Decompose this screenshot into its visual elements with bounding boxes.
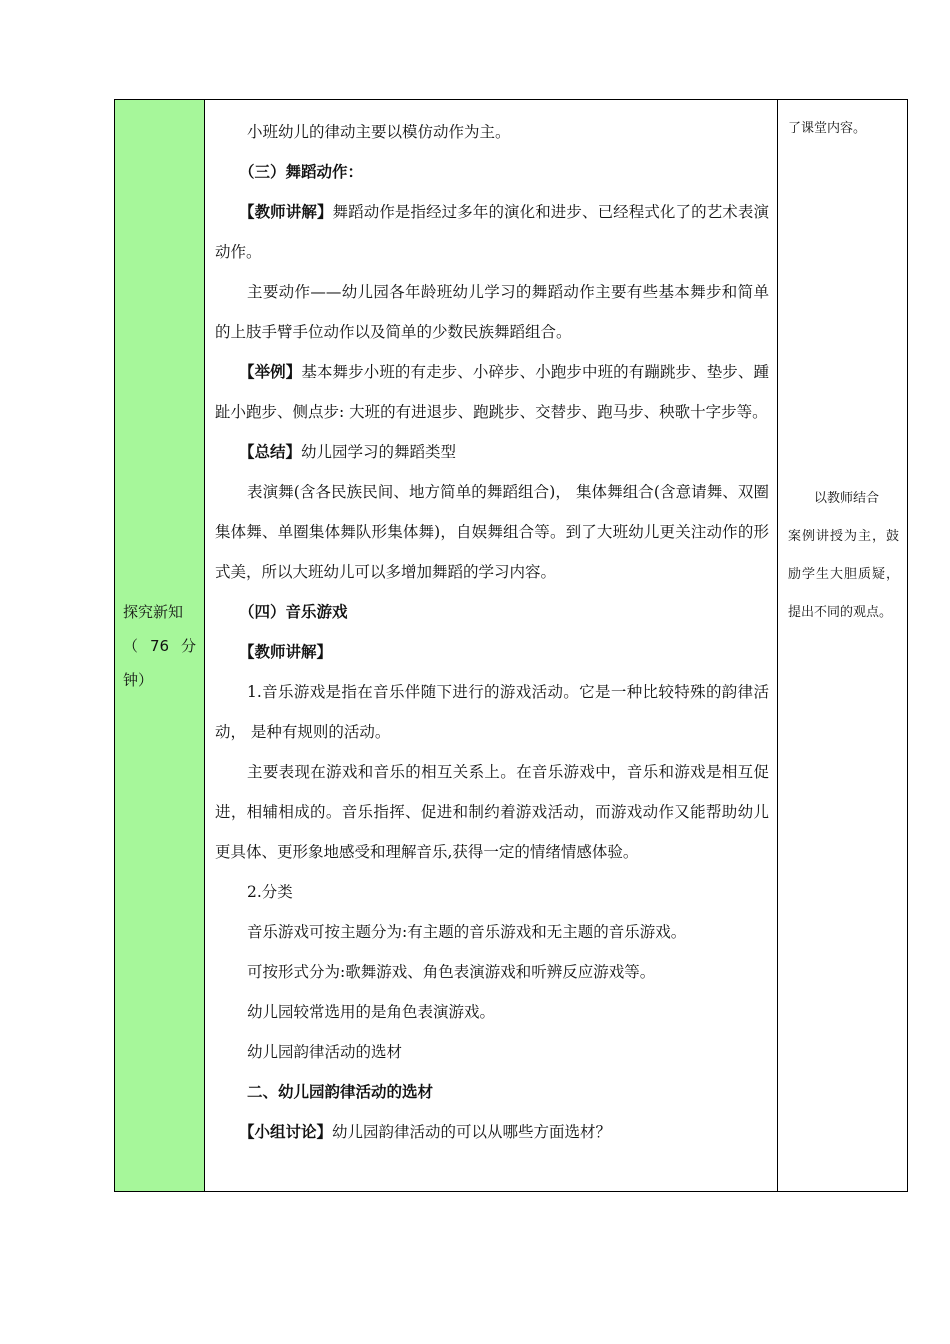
tag-label: 【举例】 (239, 362, 302, 381)
content-cell (205, 100, 778, 1192)
paragraph-text: 幼儿园韵律活动的可以从哪些方面选材？ (332, 1123, 612, 1141)
table-row (115, 100, 908, 1192)
stage-unit: 分 (180, 636, 196, 655)
paragraph: 表演舞(含各民族民间、地方简单的舞蹈组合)， 集体舞组合(含意请舞、双圈集体舞、单圈集体舞队形集体舞)，自娱舞组合等。到了大班幼儿更关注动作的形式美，所以大班幼儿可以多增加舞蹈的学习内容。 (215, 483, 769, 581)
lesson-plan-table (114, 99, 908, 1192)
stage-duration (123, 629, 196, 663)
paragraph (215, 1112, 769, 1152)
stage-duration-end: 钟） (123, 670, 154, 689)
section-heading: （三）舞蹈动作： (239, 162, 364, 181)
tag-label: 【教师讲解】 (239, 642, 333, 661)
paragraph-text: 基本舞步小班的有走步、小碎步、小跑步中班的有蹦跳步、垫步、踵趾小跑步、侧点步: 大班的有进退步、跑跳步、交替步、跑马步、秧歌十字步等。 (215, 363, 769, 421)
paragraph: 小班幼儿的律动主要以模仿动作为主。 (247, 123, 511, 141)
tag-label: 【小组讨论】 (239, 1122, 333, 1141)
paragraph-text: 舞蹈动作是指经过多年的演化和进步、已经程式化了的艺术表演动作。 (215, 203, 769, 261)
stage-minutes: 76 (149, 636, 170, 655)
note-text (788, 480, 899, 632)
paragraph: 2.分类 (247, 883, 293, 901)
paragraph (215, 352, 769, 432)
paragraph: 幼儿园较常选用的是角色表演游戏。 (247, 1003, 496, 1021)
notes-cell (778, 100, 908, 1192)
tag-label: 【教师讲解】 (239, 202, 333, 221)
paragraph: 主要动作——幼儿园各年龄班幼儿学习的舞蹈动作主要有些基本舞步和简单的上肢手臂手位动作以及简单的少数民族舞蹈组合。 (215, 283, 769, 341)
note-text: 了课堂内容。 (788, 121, 867, 136)
paragraph (215, 192, 769, 272)
paragraph: 1.音乐游戏是指在音乐伴随下进行的游戏活动。它是一种比较特殊的韵律活动， 是种有规则的活动。 (215, 683, 769, 741)
paragraph-text: 幼儿园学习的舞蹈类型 (301, 443, 457, 461)
stage-title: 探究新知 (123, 602, 184, 621)
stage-open-paren: （ (123, 636, 139, 655)
paragraph (215, 432, 769, 472)
section-heading: （四）音乐游戏 (239, 602, 348, 621)
paragraph: 幼儿园韵律活动的选材 (247, 1043, 403, 1061)
note-text-first: 以教师结合 (814, 491, 880, 506)
paragraph: 主要表现在游戏和音乐的相互关系上。在音乐游戏中，音乐和游戏是相互促进，相辅相成的。音乐指挥、促进和制约着游戏活动，而游戏动作又能帮助幼儿更具体、更形象地感受和理解音乐,获得一定的情绪情感体验。 (215, 763, 769, 861)
paragraph: 音乐游戏可按主题分为:有主题的音乐游戏和无主题的音乐游戏。 (247, 923, 687, 941)
tag-label: 【总结】 (239, 442, 302, 461)
section-heading: 二、幼儿园韵律活动的选材 (247, 1082, 434, 1101)
note-text-rest: 案例讲授为主，鼓励学生大胆质疑，提出不同的观点。 (788, 529, 899, 620)
stage-cell (115, 100, 205, 1192)
paragraph: 可按形式分为:歌舞游戏、角色表演游戏和听辨反应游戏等。 (247, 963, 656, 981)
